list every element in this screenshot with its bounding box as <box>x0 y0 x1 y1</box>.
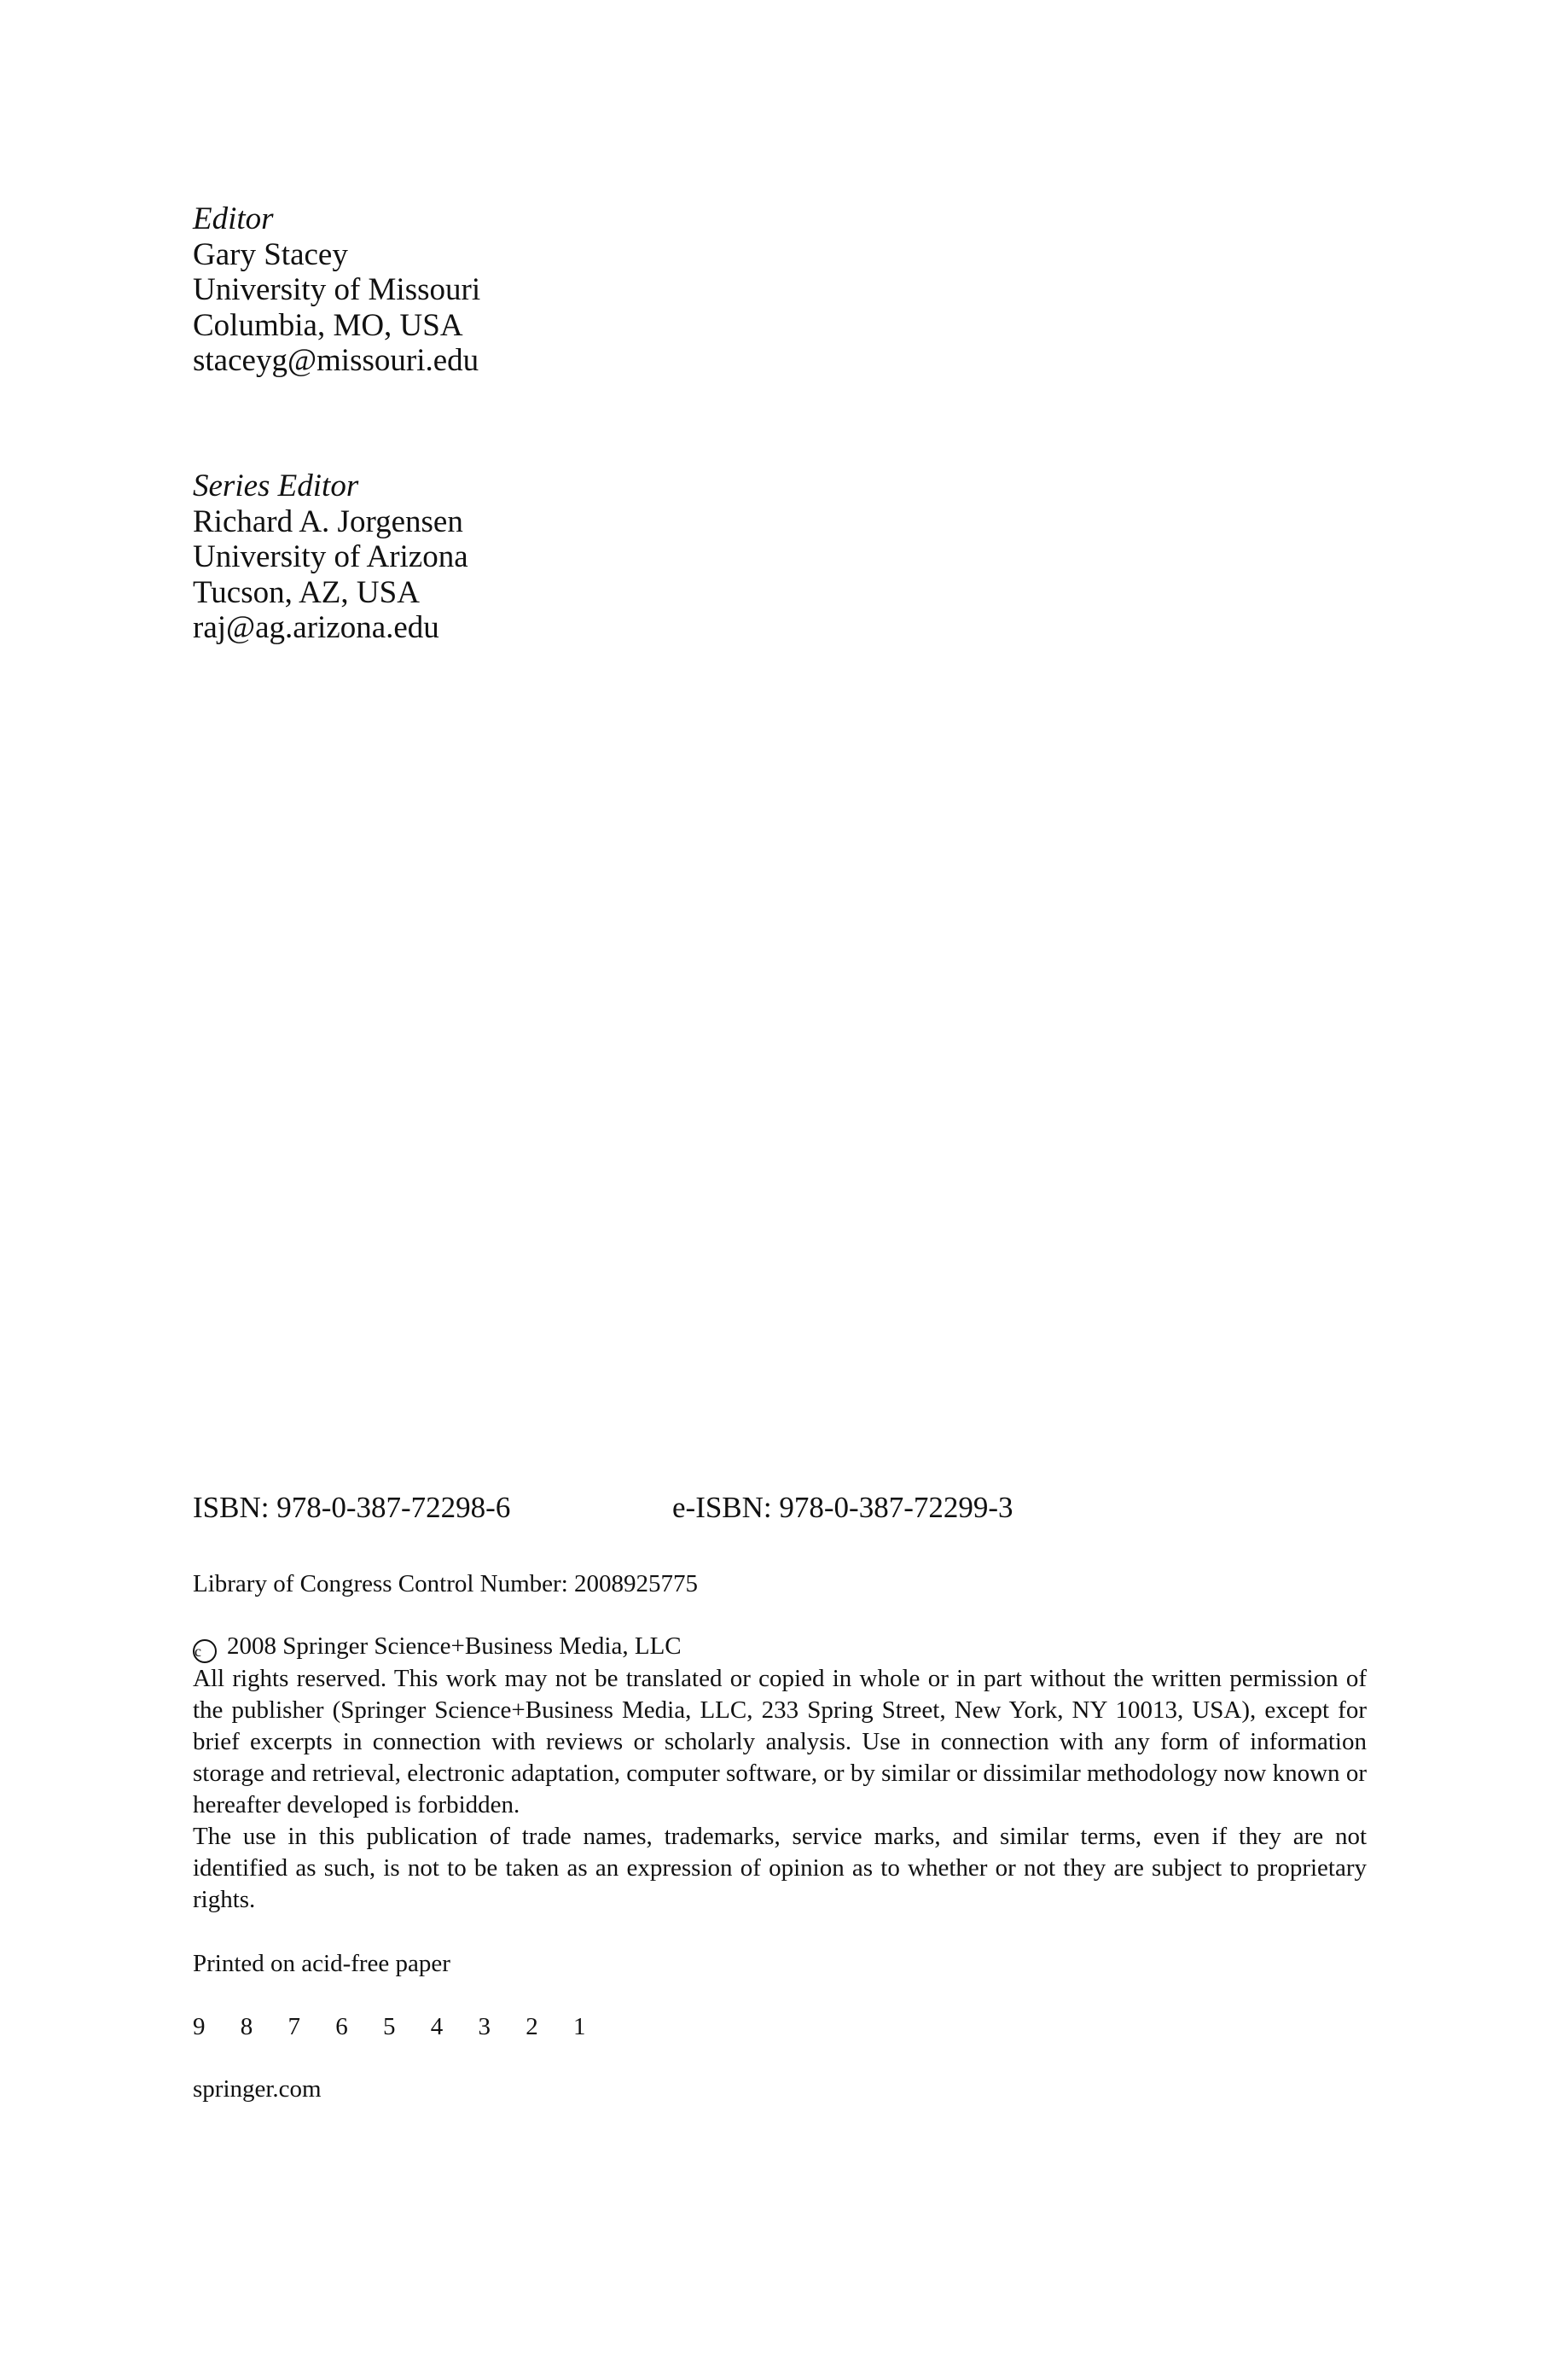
e-isbn: e-ISBN: 978-0-387-72299-3 <box>672 1491 1013 1524</box>
copyright-notice <box>193 1631 1367 1916</box>
series-editor-block <box>193 468 468 646</box>
copyright-icon: c <box>193 1639 217 1663</box>
copyright-holder-line <box>193 1631 1367 1663</box>
editor-institution: University of Missouri <box>193 272 481 307</box>
series-editor-email: raj@ag.arizona.edu <box>193 610 439 645</box>
editor-role: Editor <box>193 201 274 236</box>
editor-location: Columbia, MO, USA <box>193 307 463 343</box>
rights-paragraph: All rights reserved. This work may not be translated or copied in whole or in part without the written permission of the publisher (Springer Science+Business Media, LLC, 233 Spring Street, New York, NY 10013, USA), except for brief excerpts in connection with reviews or scholarly analysis. Use in connection with any form of information storage and retrieval, electronic adaptation, computer software, or by similar or dissimilar methodology now known or hereafter developed is forbidden. <box>193 1665 1367 1818</box>
printing-line: 9 8 7 6 5 4 3 2 1 <box>193 2013 601 2040</box>
series-editor-institution: University of Arizona <box>193 539 468 574</box>
editor-name: Gary Stacey <box>193 236 348 272</box>
editor-email: staceyg@missouri.edu <box>193 343 479 378</box>
paper-note: Printed on acid-free paper <box>193 1950 450 1977</box>
series-editor-location: Tucson, AZ, USA <box>193 574 420 610</box>
series-editor-role: Series Editor <box>193 468 359 503</box>
publisher-website: springer.com <box>193 2075 322 2103</box>
isbn: ISBN: 978-0-387-72298-6 <box>193 1491 511 1524</box>
copyright-holder: 2008 Springer Science+Business Media, LLC <box>227 1632 682 1660</box>
lccn: Library of Congress Control Number: 2008925775 <box>193 1570 699 1597</box>
isbn-row <box>193 1491 1013 1525</box>
series-editor-name: Richard A. Jorgensen <box>193 503 463 539</box>
editor-block <box>193 201 480 379</box>
trademark-paragraph: The use in this publication of trade names, trademarks, service marks, and similar terms, even if they are not identified as such, is not to be taken as an expression of opinion as to whether or not they are subject to proprietary rights. <box>193 1823 1367 1913</box>
